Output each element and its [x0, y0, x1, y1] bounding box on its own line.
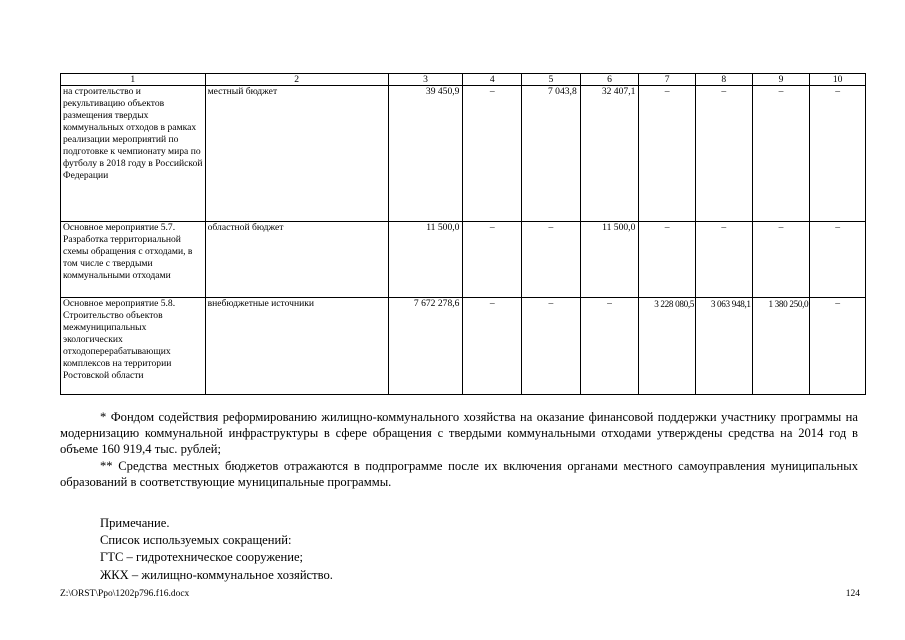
file-path: Z:\ORST\Ppo\1202p796.f16.docx — [60, 589, 190, 599]
value-cell: 11 500,0 — [580, 222, 639, 298]
header-cell: 3 — [388, 74, 463, 86]
header-cell: 7 — [639, 74, 696, 86]
value-cell: – — [810, 222, 866, 298]
note-title: Примечание. — [100, 516, 170, 530]
value-cell: 3 063 948,1 — [696, 298, 753, 395]
value-cell: 1 380 250,0 — [752, 298, 810, 395]
value-cell: – — [522, 222, 581, 298]
table-header-row — [61, 74, 866, 86]
value-cell: – — [463, 298, 522, 395]
footnote-1: * Фондом содействия реформированию жилищно-коммунального хозяйства на оказание финансовой поддержки участнику программы на модернизацию коммунальной инфраструктуры в сфере обращения с твердыми коммунальными отходами утверждены средства на 2014 год в объеме 160 919,4 тыс. рублей; — [60, 410, 858, 457]
source-cell: внебюджетные источники — [205, 298, 388, 395]
header-cell: 10 — [810, 74, 866, 86]
value-cell: – — [639, 86, 696, 222]
value-cell: – — [696, 222, 753, 298]
header-cell: 8 — [696, 74, 753, 86]
page-footer — [60, 588, 860, 602]
header-cell: 5 — [522, 74, 581, 86]
program-cell: Основное мероприятие 5.7. Разработка территориальной схемы обращения с отходами, в том числе с твердыми коммунальными отходами — [61, 222, 206, 298]
header-cell: 1 — [61, 74, 206, 86]
value-cell: 32 407,1 — [580, 86, 639, 222]
program-cell: на строительство и рекультивацию объектов размещения твердых коммунальных отходов в рамках реализации мероприятий по подготовке к чемпионату мира по футболу в 2018 году в Российской Федерации — [61, 86, 206, 222]
footnotes — [60, 409, 858, 490]
value-cell: – — [810, 298, 866, 395]
table-row — [61, 86, 866, 222]
header-cell: 4 — [463, 74, 522, 86]
program-cell: Основное мероприятие 5.8. Строительство объектов межмуниципальных экологических отходоперерабатывающих комплексов на территории Ростовской области — [61, 298, 206, 395]
table-row — [61, 222, 866, 298]
source-cell: местный бюджет — [205, 86, 388, 222]
footnote-2: ** Средства местных бюджетов отражаются в подпрограмме после их включения органами местного самоуправления муниципальных образований в соответствующие муниципальные программы. — [60, 458, 858, 489]
note-block — [100, 515, 800, 584]
value-cell: – — [752, 86, 810, 222]
page-number: 124 — [845, 589, 860, 599]
header-cell: 6 — [580, 74, 639, 86]
value-cell: – — [463, 222, 522, 298]
value-cell: 7 043,8 — [522, 86, 581, 222]
source-cell: областной бюджет — [205, 222, 388, 298]
abbreviation-item: ЖКХ – жилищно-коммунальное хозяйство. — [100, 567, 333, 582]
note-subtitle: Список используемых сокращений: — [100, 533, 292, 548]
table-row — [61, 298, 866, 395]
value-cell: – — [522, 298, 581, 395]
value-cell: – — [810, 86, 866, 222]
value-cell: – — [696, 86, 753, 222]
budget-table — [60, 73, 866, 395]
header-cell: 2 — [205, 74, 388, 86]
header-cell: 9 — [752, 74, 810, 86]
value-cell: – — [463, 86, 522, 222]
total-cell: 7 672 278,6 — [388, 298, 463, 395]
total-cell: 39 450,9 — [388, 86, 463, 222]
value-cell: – — [752, 222, 810, 298]
value-cell: – — [580, 298, 639, 395]
value-cell: – — [639, 222, 696, 298]
total-cell: 11 500,0 — [388, 222, 463, 298]
abbreviation-item: ГТС – гидротехническое сооружение; — [100, 550, 304, 565]
value-cell: 3 228 080,5 — [639, 298, 696, 395]
